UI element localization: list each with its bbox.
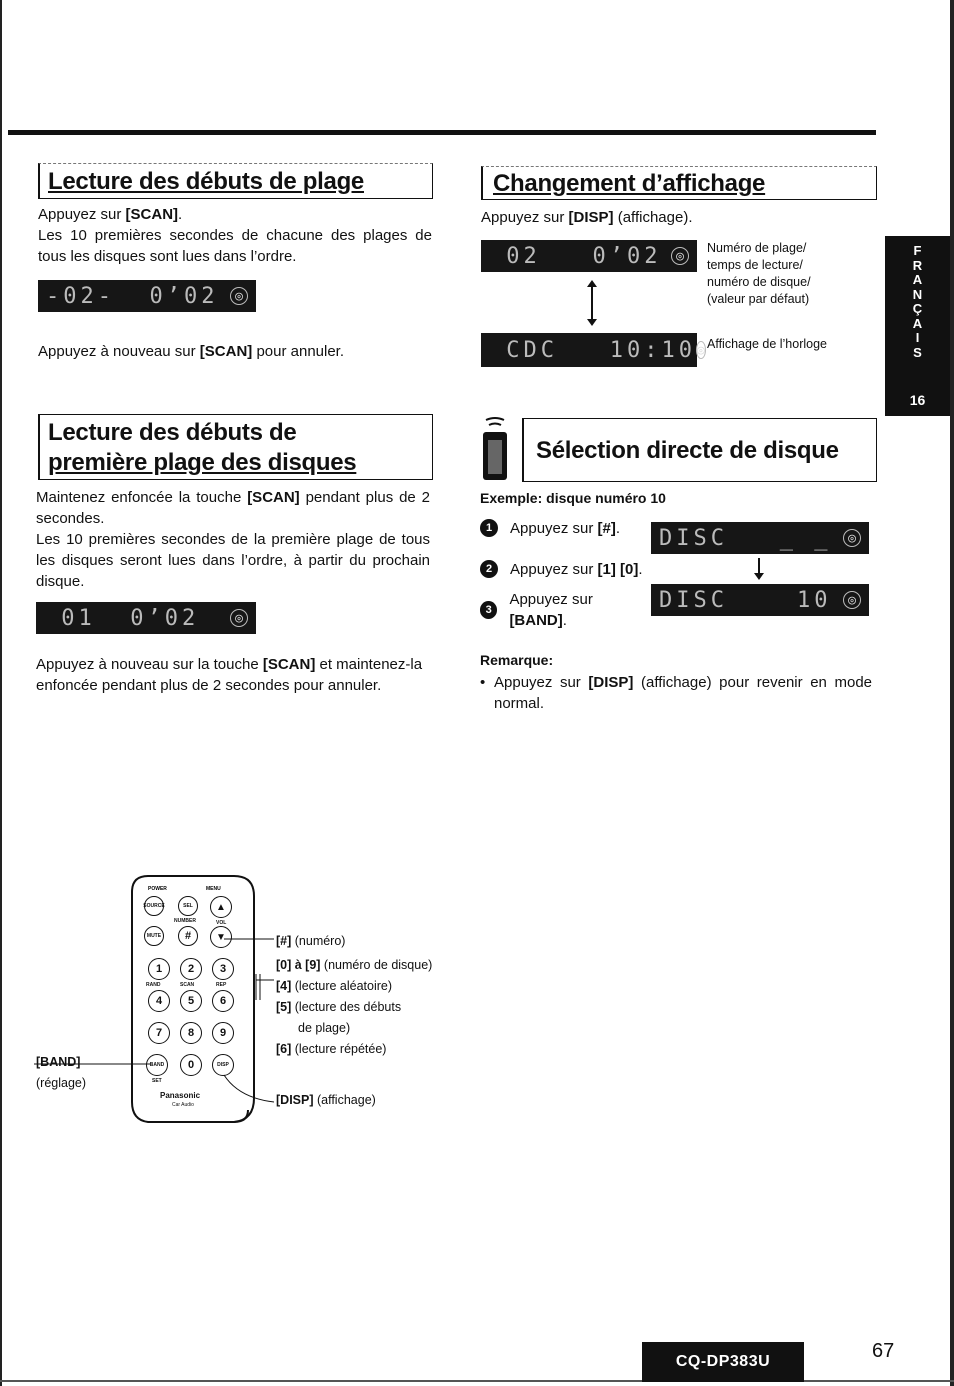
label-digits: [0] à [9] (numéro de disque) [276, 958, 433, 972]
section3-paragraph: Les 10 premières secondes de la première plage de tous les disques seront lues dans l’ordre, à partir du prochain disque. [36, 531, 430, 590]
mute-button[interactable]: MUTE [144, 926, 164, 946]
remote-subbrand: Car Audio [172, 1102, 194, 1108]
section1-body [38, 204, 432, 267]
section4-example: Exemple: disque numéro 10 [480, 490, 666, 506]
hash-button[interactable]: # [178, 926, 198, 946]
remote-caption: SCAN [180, 982, 195, 988]
source-button[interactable]: SOURCE [144, 896, 164, 916]
section2-lcd-default-note [707, 240, 847, 308]
cd-icon: ◎ [696, 342, 705, 358]
section1-instruction: Appuyez sur [SCAN]. [38, 206, 183, 223]
section1-paragraph: Les 10 premières secondes de chacune des plages de tous les disques sont lues dans l’ordre. [38, 227, 432, 265]
digit-7-button[interactable]: 7 [148, 1022, 170, 1044]
label-disp: [DISP] (affichage) [276, 1093, 376, 1107]
section4-lcd-disc-entry [651, 522, 869, 554]
step-text: Appuyez sur [BAND]. [509, 591, 593, 629]
section4-lcd-disc-selected [651, 584, 869, 616]
remark-item [480, 672, 872, 714]
remote-caption: NUMBER [174, 918, 196, 924]
section2-title: Changement d’affichage [493, 170, 766, 197]
label-key-5: [5] (lecture des débuts [276, 1000, 402, 1014]
step-text: Appuyez sur [1] [0]. [510, 560, 643, 578]
language-tab-letters [885, 236, 950, 360]
band-button[interactable]: BAND [146, 1054, 168, 1076]
language-tab [885, 236, 950, 416]
header-rule [8, 130, 876, 135]
cd-icon: ◎ [230, 287, 248, 305]
footer-rule [0, 1380, 954, 1382]
section1-title-frame [38, 163, 433, 199]
section3-lcd-display [36, 602, 256, 634]
note-line: (valeur par défaut) [707, 292, 810, 306]
digit-3-button[interactable]: 3 [212, 958, 234, 980]
section1-lcd-display [38, 280, 256, 312]
page-right-border [950, 0, 954, 1386]
bullet-icon: • [480, 674, 486, 691]
section2-lcd-default [481, 240, 697, 272]
section2-title-frame [481, 166, 877, 200]
svg-text:MENU: MENU [206, 886, 221, 892]
step-2 [480, 557, 650, 581]
label-band [36, 1052, 86, 1094]
section3-body [36, 487, 430, 592]
tab-letter: A [912, 272, 923, 287]
label-hash: [#] (numéro) [276, 934, 346, 948]
cd-icon: ◎ [230, 609, 248, 627]
disp-button[interactable]: DISP [212, 1054, 234, 1076]
remote-caption: SET [152, 1078, 162, 1084]
note-line: numéro de disque/ [707, 275, 811, 289]
section3-title-line1: Lecture des débuts de [48, 419, 297, 446]
section1-title: Lecture des débuts de plage [48, 168, 364, 195]
section3-instruction: Maintenez enfoncée la touche [SCAN] pendant plus de 2 secondes. [36, 489, 430, 527]
step-text: Appuyez sur [#]. [510, 519, 621, 537]
cd-icon: ◎ [843, 591, 861, 609]
remote-operation-icon [480, 416, 510, 482]
remote-brand: Panasonic [160, 1091, 201, 1100]
model-number: CQ-DP383U [642, 1342, 804, 1382]
section2-lcd-default-text: 02 0’02 [489, 243, 662, 269]
sel-button[interactable]: SEL [178, 896, 198, 916]
note-line: temps de lecture/ [707, 258, 803, 272]
section4-title-frame [522, 418, 877, 482]
page-number: 67 [872, 1340, 895, 1362]
digit-1-button[interactable]: 1 [148, 958, 170, 980]
section2-instruction: Appuyez sur [DISP] (affichage). [481, 209, 693, 226]
tab-letter: S [913, 344, 922, 360]
chapter-number: 16 [909, 392, 926, 408]
digit-0-button[interactable]: 0 [180, 1054, 202, 1076]
digit-6-button[interactable]: 6 [212, 990, 234, 1012]
tab-letter: Ç [912, 301, 923, 316]
section4-title: Sélection directe de disque [536, 437, 839, 464]
label-key-6: [6] (lecture répétée) [276, 1042, 387, 1056]
section3-cancel: Appuyez à nouveau sur la touche [SCAN] et maintenez-la enfoncée pendant plus de 2 secondes pour annuler. [36, 656, 423, 694]
digit-2-button[interactable]: 2 [180, 958, 202, 980]
page-left-border [0, 0, 2, 1386]
remark-title: Remarque: [480, 652, 554, 668]
section3-title-line2: première plage des disques [48, 449, 357, 476]
section3-title-frame [38, 414, 433, 480]
label-key-4: [4] (lecture aléatoire) [276, 979, 393, 993]
cd-icon: ◎ [843, 529, 861, 547]
remote-caption: RAND [146, 982, 161, 988]
section1-cancel: Appuyez à nouveau sur [SCAN] pour annuler. [38, 343, 345, 360]
digit-4-button[interactable]: 4 [148, 990, 170, 1012]
tab-letter: N [912, 286, 923, 302]
down-arrow-icon [754, 558, 764, 580]
vol-up-button[interactable]: ▲ [210, 896, 232, 918]
tab-letter: I [915, 330, 920, 345]
step-number-badge: 3 [480, 601, 497, 619]
step-number-badge: 1 [480, 519, 498, 537]
section4-steps [480, 516, 650, 629]
section4-lcd-disc-selected-text: DISC 10 [659, 587, 832, 613]
cd-icon: ◎ [671, 247, 689, 265]
note-line: Numéro de plage/ [707, 241, 807, 255]
vol-down-button[interactable]: ▼ [210, 926, 232, 948]
section2-lcd-clock-text: CDC 10:10 [489, 337, 696, 363]
digit-8-button[interactable]: 8 [180, 1022, 202, 1044]
section2-lcd-clock-note: Affichage de l’horloge [707, 337, 827, 351]
remote-caption: REP [216, 982, 227, 988]
digit-9-button[interactable]: 9 [212, 1022, 234, 1044]
remote-caption: VOL [216, 920, 227, 926]
label-band-key: [BAND] [36, 1055, 81, 1069]
digit-5-button[interactable]: 5 [180, 990, 202, 1012]
step-3 [480, 591, 650, 629]
tab-letter: A [912, 315, 923, 331]
step-1 [480, 516, 650, 540]
tab-letter: F [913, 243, 922, 258]
section4-lcd-disc-entry-text: DISC _ _ [659, 525, 832, 551]
section3-lcd-text: 01 0’02 [44, 605, 200, 631]
remote-labels [276, 931, 432, 1111]
section1-lcd-text: -02- 0’02 [46, 283, 219, 309]
remark-text: Appuyez sur [DISP] (affichage) pour revenir en mode normal. [494, 674, 873, 712]
svg-text:POWER: POWER [148, 886, 167, 892]
step-number-badge: 2 [480, 560, 498, 578]
label-band-desc: (réglage) [36, 1076, 87, 1090]
label-key-5-cont: de plage) [298, 1021, 351, 1035]
section2-lcd-clock [481, 333, 705, 367]
toggle-arrow-icon [587, 280, 597, 326]
tab-letter: R [912, 257, 923, 273]
